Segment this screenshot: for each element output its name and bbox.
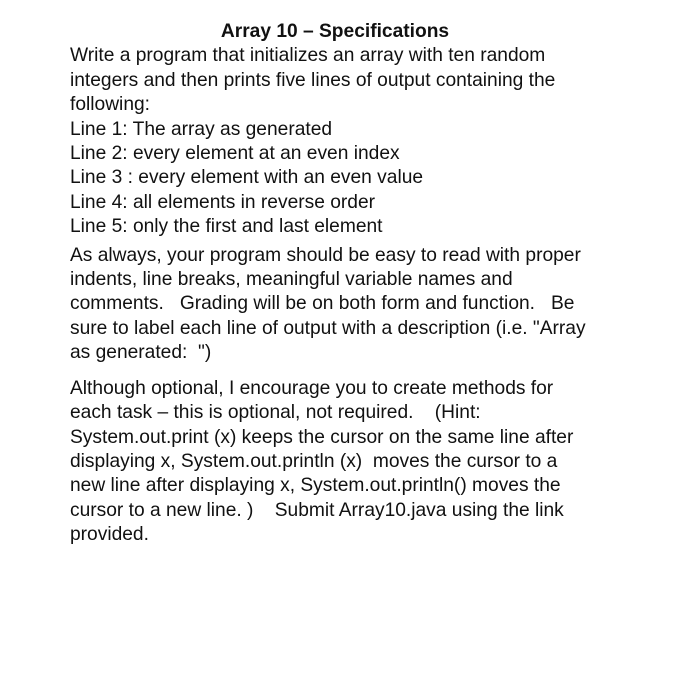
paragraph-line: indents, line breaks, meaningful variable names and <box>70 269 513 291</box>
list-item: Line 5: only the first and last element <box>70 216 383 238</box>
list-item: Line 4: all elements in reverse order <box>70 191 376 213</box>
paragraph-line: each task – this is optional, not required. (Hint: <box>70 402 481 424</box>
spacer <box>70 366 670 377</box>
document-title: Array 10 – Specifications <box>220 21 450 42</box>
paragraph-line: As always, your program should be easy to read with proper <box>70 244 581 266</box>
paragraph-line: displaying x, System.out.println (x) moves the cursor to a <box>70 450 558 472</box>
hint-paragraph <box>70 377 670 548</box>
list-item: Line 1: The array as generated <box>70 118 333 140</box>
paragraph-line: as generated: ") <box>70 342 212 364</box>
list-item: Line 3 : every element with an even value <box>70 167 424 189</box>
document <box>70 20 670 548</box>
style-paragraph <box>70 244 670 366</box>
intro-line: integers and then prints five lines of output containing the <box>70 69 556 91</box>
paragraph-line: sure to label each line of output with a description (i.e. "Array <box>70 317 586 339</box>
paragraph-line: Although optional, I encourage you to create methods for <box>70 377 554 399</box>
paragraph-line: provided. <box>70 524 149 546</box>
paragraph-line: new line after displaying x, System.out.println() moves the <box>70 475 561 497</box>
intro-line: following: <box>70 94 150 116</box>
intro-paragraph <box>70 44 670 117</box>
list-item: Line 2: every element at an even index <box>70 143 400 165</box>
intro-line: Write a program that initializes an array with ten random <box>70 45 546 67</box>
paragraph-line: cursor to a new line. ) Submit Array10.java using the link <box>70 499 564 521</box>
output-lines-list <box>70 118 670 240</box>
paragraph-line: comments. Grading will be on both form and function. Be <box>70 293 575 315</box>
paragraph-line: System.out.print (x) keeps the cursor on the same line after <box>70 426 574 448</box>
